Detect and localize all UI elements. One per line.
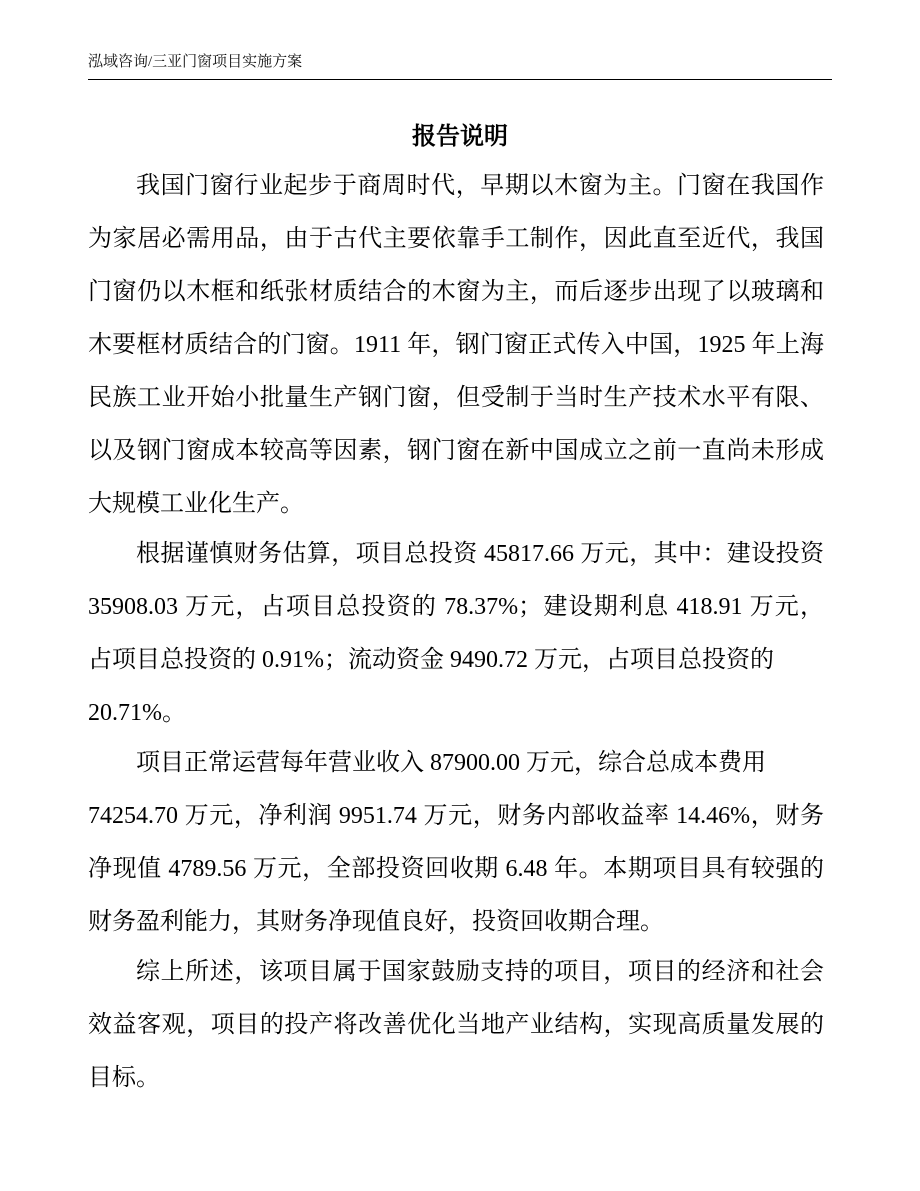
text-line: 20.71%。 [88, 700, 186, 726]
text-line: 木要框材质结合的门窗。1911 年，钢门窗正式传入中国，1925 年上海 [88, 332, 824, 358]
text-line: 综上所述，该项目属于国家鼓励支持的项目，项目的经济和社会 [136, 959, 824, 985]
text-line: 民族工业开始小批量生产钢门窗，但受制于当时生产技术水平有限、 [88, 385, 824, 411]
text-line: 根据谨慎财务估算，项目总投资 45817.66 万元，其中：建设投资 [136, 541, 824, 567]
text-line: 大规模工业化生产。 [88, 491, 304, 517]
paragraph-operating-returns [88, 737, 824, 949]
text-line: 我国门窗行业起步于商周时代，早期以木窗为主。门窗在我国作 [136, 173, 824, 199]
text-line: 财务盈利能力，其财务净现值良好，投资回收期合理。 [88, 909, 664, 935]
text-line: 占项目总投资的 0.91%；流动资金 9490.72 万元，占项目总投资的 [88, 647, 774, 673]
text-line: 门窗仍以木框和纸张材质结合的木窗为主，而后逐步出现了以玻璃和 [88, 279, 824, 305]
paragraph-industry-background [88, 160, 824, 531]
text-line: 74254.70 万元，净利润 9951.74 万元，财务内部收益率 14.46%，财务 [88, 803, 824, 829]
page-title: 报告说明 [412, 124, 508, 150]
text-line: 项目正常运营每年营业收入 87900.00 万元，综合总成本费用 [136, 750, 766, 776]
running-header-text: 泓域咨询/三亚门窗项目实施方案 [88, 54, 303, 70]
running-header [88, 50, 832, 80]
text-line: 净现值 4789.56 万元，全部投资回收期 6.48 年。本期项目具有较强的 [88, 856, 824, 882]
text-line: 效益客观，项目的投产将改善优化当地产业结构，实现高质量发展的 [88, 1012, 824, 1038]
paragraph-investment-estimate [88, 528, 824, 740]
paragraph-conclusion [88, 946, 824, 1105]
text-line: 为家居必需用品，由于古代主要依靠手工制作，因此直至近代，我国 [88, 226, 824, 252]
text-line: 35908.03 万元，占项目总投资的 78.37%；建设期利息 418.91 万元， [88, 594, 824, 620]
text-line: 以及钢门窗成本较高等因素，钢门窗在新中国成立之前一直尚未形成 [88, 438, 824, 464]
text-line: 目标。 [88, 1065, 160, 1091]
